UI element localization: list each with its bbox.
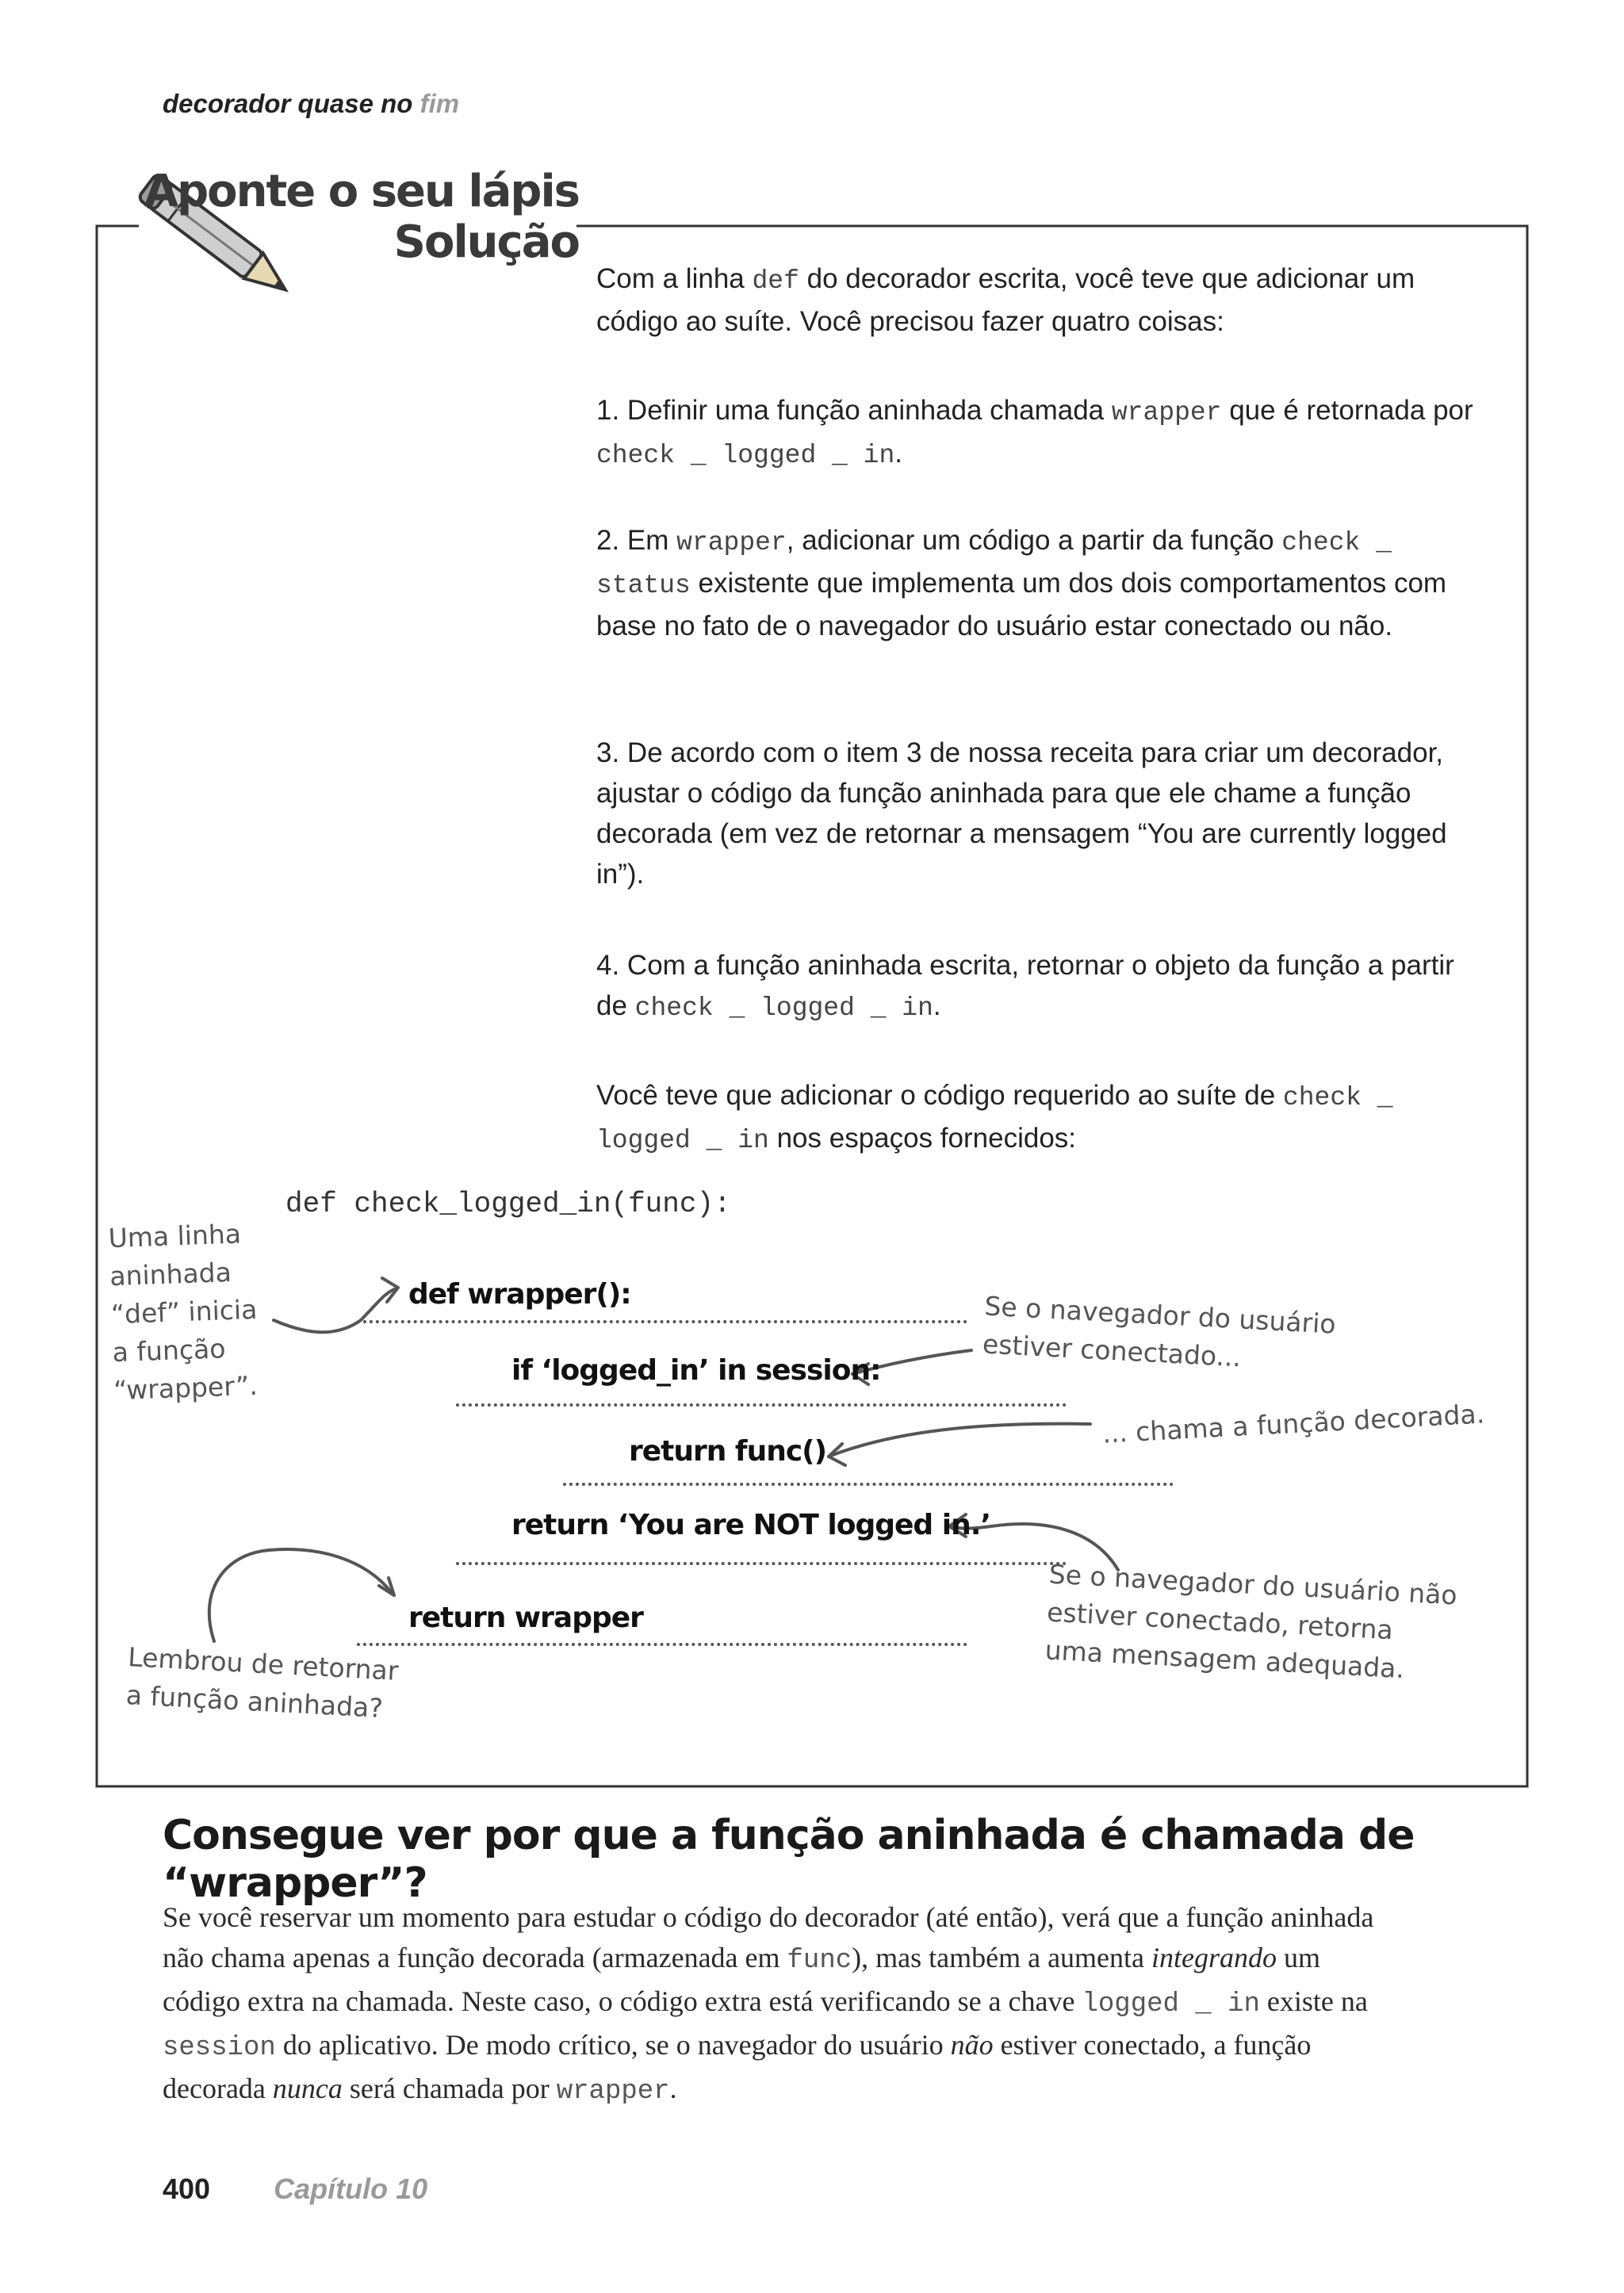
inline-code: check _ logged _ in — [596, 1083, 1393, 1155]
handwritten-code-line-3: return func() — [629, 1435, 827, 1468]
intro-step-2: 2. Em wrapper, adicionar um código a partir da função check _ status existente que implementa um dos dois comportamentos com base no fato de o navegador do usuário estar conectado ou não. — [596, 525, 1447, 641]
annotation-not-connected: Se o navegador do usuário não estiver conectado, retorna uma mensagem adequada. — [1044, 1558, 1458, 1685]
blank-line-3 — [563, 1483, 1174, 1486]
annotation-if-connected: Se o navegador do usuário estiver conectado... — [982, 1290, 1337, 1373]
page-footer — [163, 2172, 427, 2206]
inline-code: func — [787, 1946, 852, 1976]
annotation-nested-def: Uma linha aninhada “def” inicia a função “wrapper”. — [108, 1218, 259, 1407]
title-line-2: Solução — [393, 216, 579, 268]
handwritten-code-line-4: return ‘You are NOT logged in.’ — [511, 1509, 991, 1541]
inline-code: wrapper — [556, 2077, 670, 2107]
intro-step-3: 3. De acordo com o item 3 de nossa receita para criar um decorador, ajustar o código da função aninhada para que ele chame a função decorada (em vez de retornar a mensagem “You are currently logged in”). — [596, 737, 1447, 890]
blank-line-4 — [456, 1562, 1067, 1565]
annotation-return-nested: Lembrou de retornar a função aninhada? — [124, 1641, 400, 1724]
intro-step-4: 4. Com a função aninhada escrita, retornar o objeto da função a partir de check _ logged _ in. — [596, 950, 1454, 1023]
inline-code: check _ status — [596, 528, 1392, 600]
inline-code: logged _ in — [1082, 1989, 1260, 2019]
blank-line-2 — [456, 1403, 1067, 1407]
inline-code: check _ logged _ in — [596, 441, 895, 470]
inline-code: check _ logged _ in — [634, 993, 933, 1023]
handwritten-code-line-5: return wrapper — [408, 1602, 643, 1634]
title-line-1: Aponte o seu lápis — [144, 166, 579, 217]
inline-code: def — [752, 266, 799, 296]
header-highlight: fim — [419, 89, 460, 118]
handwritten-code-line-1: def wrapper(): — [408, 1278, 631, 1311]
chapter-label: Capítulo 10 — [274, 2172, 428, 2205]
header-prefix: decorador quase no — [163, 89, 413, 118]
annotation-calls-decorated: ... chama a função decorada. — [1101, 1398, 1486, 1449]
intro-paragraph-final: Você teve que adicionar o código requerido ao suíte de check _ logged _ in nos espaços fornecidos: — [596, 1080, 1393, 1155]
intro-step-1: 1. Definir uma função aninhada chamada wrapper que é retornada por check _ logged _ in. — [596, 395, 1473, 470]
blank-line-1 — [357, 1320, 967, 1323]
sharpen-pencil-title — [144, 166, 579, 293]
blank-line-5 — [357, 1643, 967, 1646]
handwritten-code-line-2: if ‘logged_in’ in session: — [511, 1354, 881, 1387]
inline-code: wrapper — [1111, 398, 1222, 427]
intro-paragraph-1: Com a linha def do decorador escrita, você teve que adicionar um código ao suíte. Você precisou fazer quatro coisas: — [596, 263, 1415, 337]
section-paragraph: Se você reservar um momento para estudar o código do decorador (até então), verá que a função aninhada não chama apenas a função decorada (armazenada em func), mas também a aumenta integrando um código extra na chamada. Neste caso, o código extra está verificando se a chave logged _ in existe na session do aplicativo. De modo crítico, se o navegador do usuário não estiver conectado, a função decorada nunca será chamada por wrapper. — [163, 1901, 1374, 2107]
page-number: 400 — [163, 2172, 211, 2205]
section-heading: Consegue ver por que a função aninhada é chamada de “wrapper”? — [163, 1812, 1415, 1907]
inline-code: session — [163, 2033, 276, 2063]
inline-code: wrapper — [676, 528, 787, 557]
code-def-line: def check_logged_in(func): — [285, 1188, 731, 1220]
